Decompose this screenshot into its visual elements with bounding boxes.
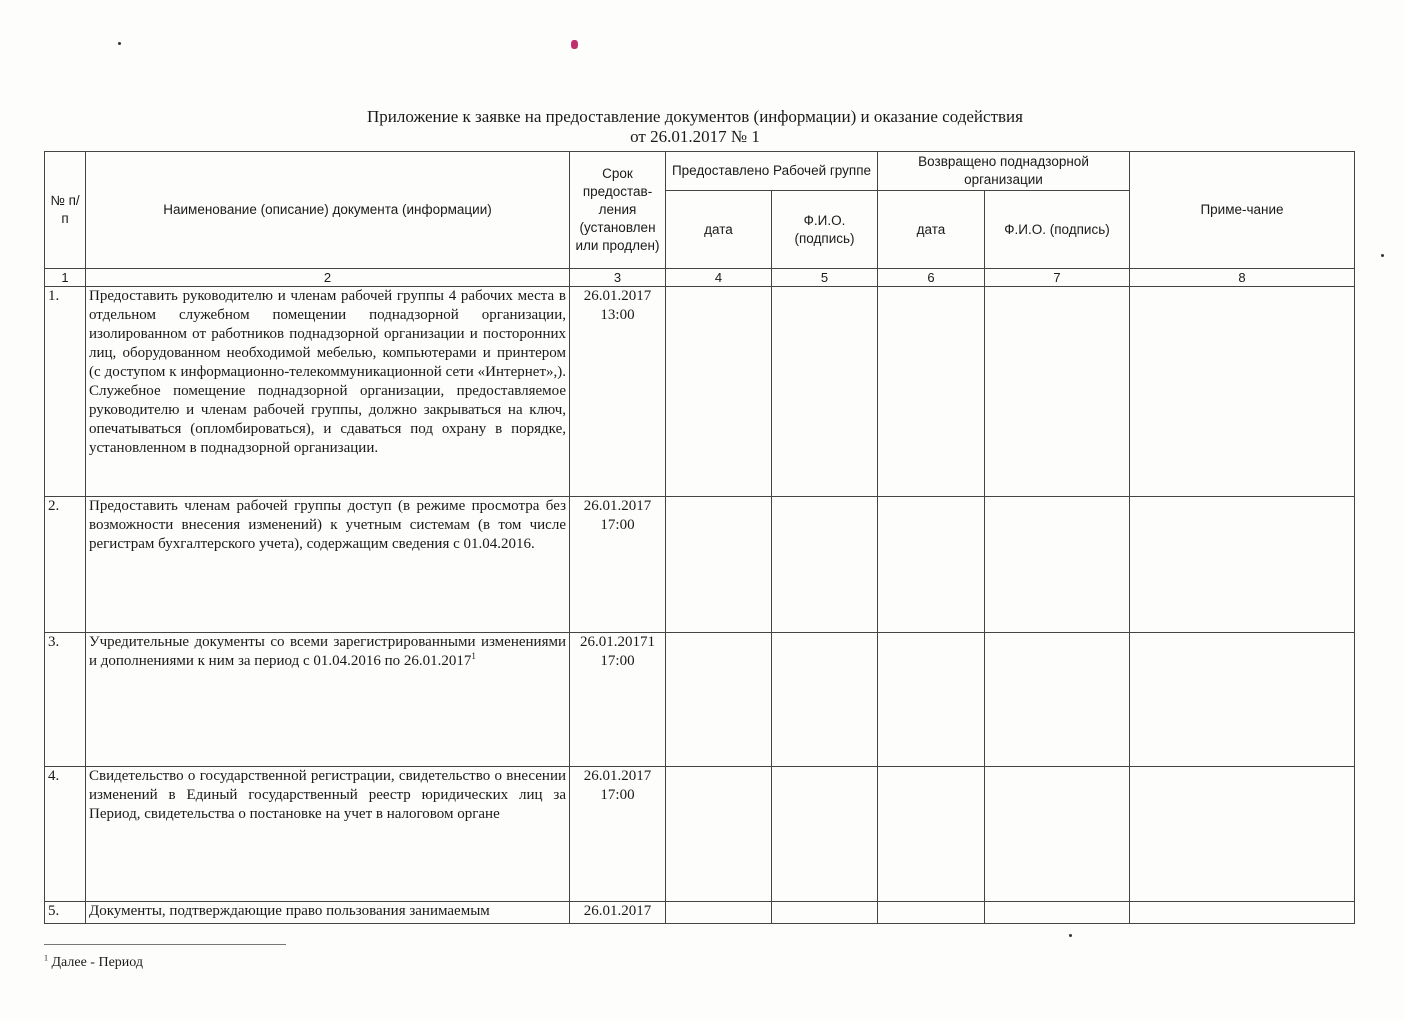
deadline-date: 26.01.2017 <box>583 768 652 784</box>
scan-speck <box>118 42 121 45</box>
header-returned: Возвращено поднадзорной организации <box>878 152 1130 191</box>
header-provided: Предоставлено Рабочей группе <box>666 152 878 191</box>
provided-fio-cell <box>772 287 878 497</box>
row-description: Документы, подтверждающие право пользования занимаемым <box>86 902 570 924</box>
row-deadline <box>570 497 666 633</box>
table-row <box>45 902 1355 924</box>
deadline-time: 17:00 <box>600 653 635 669</box>
row-number: 2. <box>45 497 86 633</box>
column-number: 1 <box>45 269 86 287</box>
deadline-time: 17:00 <box>600 517 635 533</box>
provided-date-cell <box>666 287 772 497</box>
returned-date-cell <box>878 287 985 497</box>
column-number: 4 <box>666 269 772 287</box>
row-description: Свидетельство о государственной регистрации, свидетельство о внесении изменений в Единый государственный реестр юридических лиц за Период, свидетельства о постановке на учет в налоговом органе <box>86 767 570 902</box>
deadline-date: 26.01.20171 <box>580 634 655 650</box>
scan-speck <box>1381 254 1384 257</box>
row-number: 5. <box>45 902 86 924</box>
footnote-mark: 1 <box>471 651 476 661</box>
column-number: 8 <box>1130 269 1355 287</box>
footnote-text: Далее - Период <box>51 955 143 970</box>
row-deadline <box>570 767 666 902</box>
note-cell <box>1130 902 1355 924</box>
deadline-time: 17:00 <box>600 787 635 803</box>
deadline-date: 26.01.2017 <box>583 288 652 304</box>
note-cell <box>1130 287 1355 497</box>
table-row <box>45 287 1355 497</box>
note-cell <box>1130 767 1355 902</box>
header-num: № п/п <box>45 152 86 269</box>
header-provided-date: дата <box>666 191 772 269</box>
header-returned-date: дата <box>878 191 985 269</box>
provided-date-cell <box>666 633 772 767</box>
description-text: Учредительные документы со всеми зарегистрированными изменениями и дополнениями к ним за период с 01.04.2016 по 26.01.2017 <box>89 634 566 669</box>
title-line-1: Приложение к заявке на предоставление документов (информации) и оказание содействия <box>367 107 1023 126</box>
returned-fio-cell <box>985 633 1130 767</box>
returned-date-cell <box>878 633 985 767</box>
header-returned-fio: Ф.И.О. (подпись) <box>985 191 1130 269</box>
note-cell <box>1130 633 1355 767</box>
row-description: Предоставить членам рабочей группы доступ (в режиме просмотра без возможности внесения изменений) к учетным системам (в том числе регистрам бухгалтерского учета), содержащим сведения с 01.04.2016. <box>86 497 570 633</box>
deadline-date: 26.01.2017 <box>583 903 652 919</box>
table-row <box>45 767 1355 902</box>
footnote-mark: 1 <box>44 953 48 963</box>
deadline-date: 26.01.2017 <box>583 498 652 514</box>
returned-fio-cell <box>985 902 1130 924</box>
row-number: 4. <box>45 767 86 902</box>
column-number: 3 <box>570 269 666 287</box>
row-description <box>86 633 570 767</box>
header-provided-fio: Ф.И.О. (подпись) <box>772 191 878 269</box>
row-number: 1. <box>45 287 86 497</box>
row-number: 3. <box>45 633 86 767</box>
document-title <box>0 107 1390 147</box>
footnote <box>44 955 143 971</box>
provided-fio-cell <box>772 902 878 924</box>
header-deadline: Срок предостав-ления (установлен или продлен) <box>570 152 666 269</box>
table-row <box>45 633 1355 767</box>
column-number: 6 <box>878 269 985 287</box>
row-deadline <box>570 287 666 497</box>
provided-fio-cell <box>772 497 878 633</box>
note-cell <box>1130 497 1355 633</box>
returned-fio-cell <box>985 767 1130 902</box>
header-note: Приме-чание <box>1130 152 1355 269</box>
returned-date-cell <box>878 902 985 924</box>
provided-fio-cell <box>772 767 878 902</box>
returned-date-cell <box>878 767 985 902</box>
column-number: 2 <box>86 269 570 287</box>
ink-blot <box>571 40 578 49</box>
returned-date-cell <box>878 497 985 633</box>
title-line-2: от 26.01.2017 № 1 <box>630 127 760 146</box>
documents-table <box>44 151 1355 924</box>
table-row <box>45 497 1355 633</box>
provided-fio-cell <box>772 633 878 767</box>
deadline-time: 13:00 <box>600 307 635 323</box>
returned-fio-cell <box>985 497 1130 633</box>
column-number: 7 <box>985 269 1130 287</box>
row-deadline <box>570 902 666 924</box>
scan-speck <box>1069 934 1072 937</box>
returned-fio-cell <box>985 287 1130 497</box>
provided-date-cell <box>666 767 772 902</box>
row-deadline <box>570 633 666 767</box>
row-description: Предоставить руководителю и членам рабочей группы 4 рабочих места в отдельном служебном помещении поднадзорной организации, изолированном от работников поднадзорной организации и посторонних лиц, оборудованном необходимой мебелью, компьютерами и принтером (с доступом к информационно-телекоммуникационной сети «Интернет»,). Служебное помещение поднадзорной организации, предоставляемое руководителю и членам рабочей группы, должно закрываться на ключ, опечатываться (опломбироваться), и сдаваться под охрану в порядке, установленном в поднадзорной организации. <box>86 287 570 497</box>
header-name: Наименование (описание) документа (информации) <box>86 152 570 269</box>
column-number: 5 <box>772 269 878 287</box>
provided-date-cell <box>666 902 772 924</box>
footnote-separator <box>44 944 286 945</box>
provided-date-cell <box>666 497 772 633</box>
